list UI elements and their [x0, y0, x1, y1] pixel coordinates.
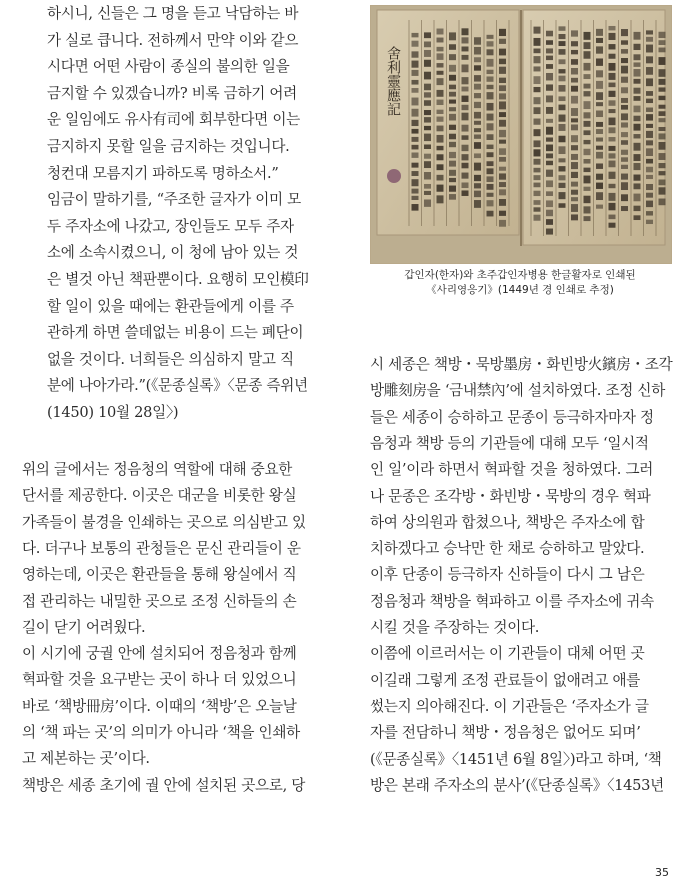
text-line: 고 제본하는 곳’이다. [22, 750, 150, 768]
text-line: 나 문종은 조각방・화빈방・묵방의 경우 혁파 [370, 487, 651, 505]
seal-stamp [387, 169, 401, 183]
text-line: 하시니, 신들은 그 명을 듣고 낙담하는 바 [47, 5, 299, 22]
text-line: 길이 닫기 어려웠다. [22, 618, 146, 636]
text-line: 가족들이 불경을 인쇄하는 곳으로 의심받고 있 [22, 513, 306, 531]
text-line: 임금이 말하기를, “주조한 글자가 이미 모 [47, 191, 301, 209]
text-line: 이쯤에 이르러서는 이 기관들이 대체 어떤 곳 [370, 645, 645, 663]
text-line: 치하겠다고 승낙만 한 채로 승하하고 말았다. [370, 540, 645, 558]
text-line: 시다면 어떤 사람이 종실의 불의한 일을 [47, 58, 290, 76]
text-line: 방은 본래 주자소의 분사’(《단종실록》〈1453년 [370, 776, 664, 794]
book-image [371, 6, 671, 263]
text-line: 할 일이 있을 때에는 환관들에게 이를 주 [47, 297, 294, 315]
text-line: 의 ‘책 파는 곳’의 의미가 아니라 ‘책을 인쇄하 [22, 724, 300, 741]
text-line: 이길래 그렇게 조정 관료들이 없애려고 애를 [370, 671, 641, 689]
text-line: 썼는지 의아해진다. 이 기관들은 ‘주자소가 글 [370, 697, 649, 715]
text-line: 금지하지 못할 일을 금지하는 것입니다. [47, 138, 290, 155]
caption-line-2: 《사리영응기》(1449년 경 인쇄로 추정) [426, 284, 614, 296]
text-line: (《문종실록》〈1451년 6월 8일〉)라고 하며, ‘책 [370, 750, 662, 768]
text-line: 접 관리하는 내밀한 곳으로 조정 신하들의 손 [22, 592, 297, 610]
text-line: 자를 전담하니 책방・정음청은 없어도 되며’ [370, 724, 641, 742]
caption-line-1: 갑인자(한자)와 초주갑인자병용 한글활자로 인쇄된 [404, 269, 636, 281]
text-line: 은 별것 아닌 책판뿐이다. 요행히 모인模印 [47, 271, 309, 288]
text-line: 분에 나아가라.”(《문종실록》〈문종 즉위년 [47, 377, 308, 395]
text-line: 가 실로 큽니다. 전하께서 만약 이와 같으 [47, 31, 299, 49]
text-line: 금지할 수 있겠습니까? 비록 금하기 어려 [47, 84, 297, 102]
text-line: 바로 ‘책방冊房’이다. 이때의 ‘책방’은 오늘날 [22, 697, 297, 715]
text-line: 청컨대 모름지기 파하도록 명하소서.” [47, 164, 279, 182]
text-line: 혁파할 것을 요구받는 곳이 하나 더 있었으니 [22, 671, 297, 689]
text-line: 책방은 세종 초기에 궐 안에 설치된 곳으로, 당 [22, 776, 306, 794]
page-number: 35 [655, 866, 669, 879]
text-line: 위의 글에서는 정음청의 역할에 대해 중요한 [22, 461, 293, 478]
text-line: 영하는데, 이곳은 환관들을 통해 왕실에서 직 [22, 566, 297, 584]
figure-caption [370, 268, 670, 298]
text-line: 시킬 것을 주장하는 것이다. [370, 619, 540, 636]
text-line: 인 일’이라 하면서 혁파할 것을 청하였다. 그러 [370, 461, 654, 479]
text-line: 소에 소속시켰으니, 이 청에 남아 있는 것 [47, 244, 299, 262]
text-line: 방雕刻房을 ‘금내禁內’에 설치하였다. 조정 신하 [370, 382, 666, 400]
text-line: 시 세종은 책방・묵방墨房・화빈방火鑌房・조각 [370, 356, 673, 373]
text-line: 이후 단종이 등극하자 신하들이 다시 그 남은 [370, 566, 645, 584]
text-line: 정음청과 책방을 혁파하고 이를 주자소에 귀속 [370, 592, 654, 610]
text-line: 두 주자소에 나갔고, 장인들도 모두 주자 [47, 217, 294, 235]
text-line: 다. 더구나 보통의 관청들은 문신 관리들이 운 [22, 539, 301, 557]
text-line: (1450) 10월 28일〉) [47, 404, 179, 421]
text-line: 음청과 책방 등의 기관들에 대해 모두 ‘일시적 [370, 434, 649, 452]
book-photo [370, 5, 672, 264]
text-line: 없을 것이다. 너희들은 의심하지 말고 직 [47, 350, 294, 368]
book-title-text: 舍利靈應記 [385, 46, 401, 116]
text-line: 운 일임에도 유사有司에 회부한다면 이는 [47, 111, 300, 129]
text-line: 이 시기에 궁궐 안에 설치되어 정음청과 함께 [22, 645, 297, 663]
text-line: 하여 상의원과 합쳤으나, 책방은 주자소에 합 [370, 513, 645, 531]
text-line: 들은 세종이 승하하고 문종이 등극하자마자 정 [370, 408, 654, 426]
text-line: 관하게 하면 쓸데없는 비용이 드는 폐단이 [47, 324, 304, 342]
text-line: 단서를 제공한다. 이곳은 대군을 비롯한 왕실 [22, 487, 297, 505]
